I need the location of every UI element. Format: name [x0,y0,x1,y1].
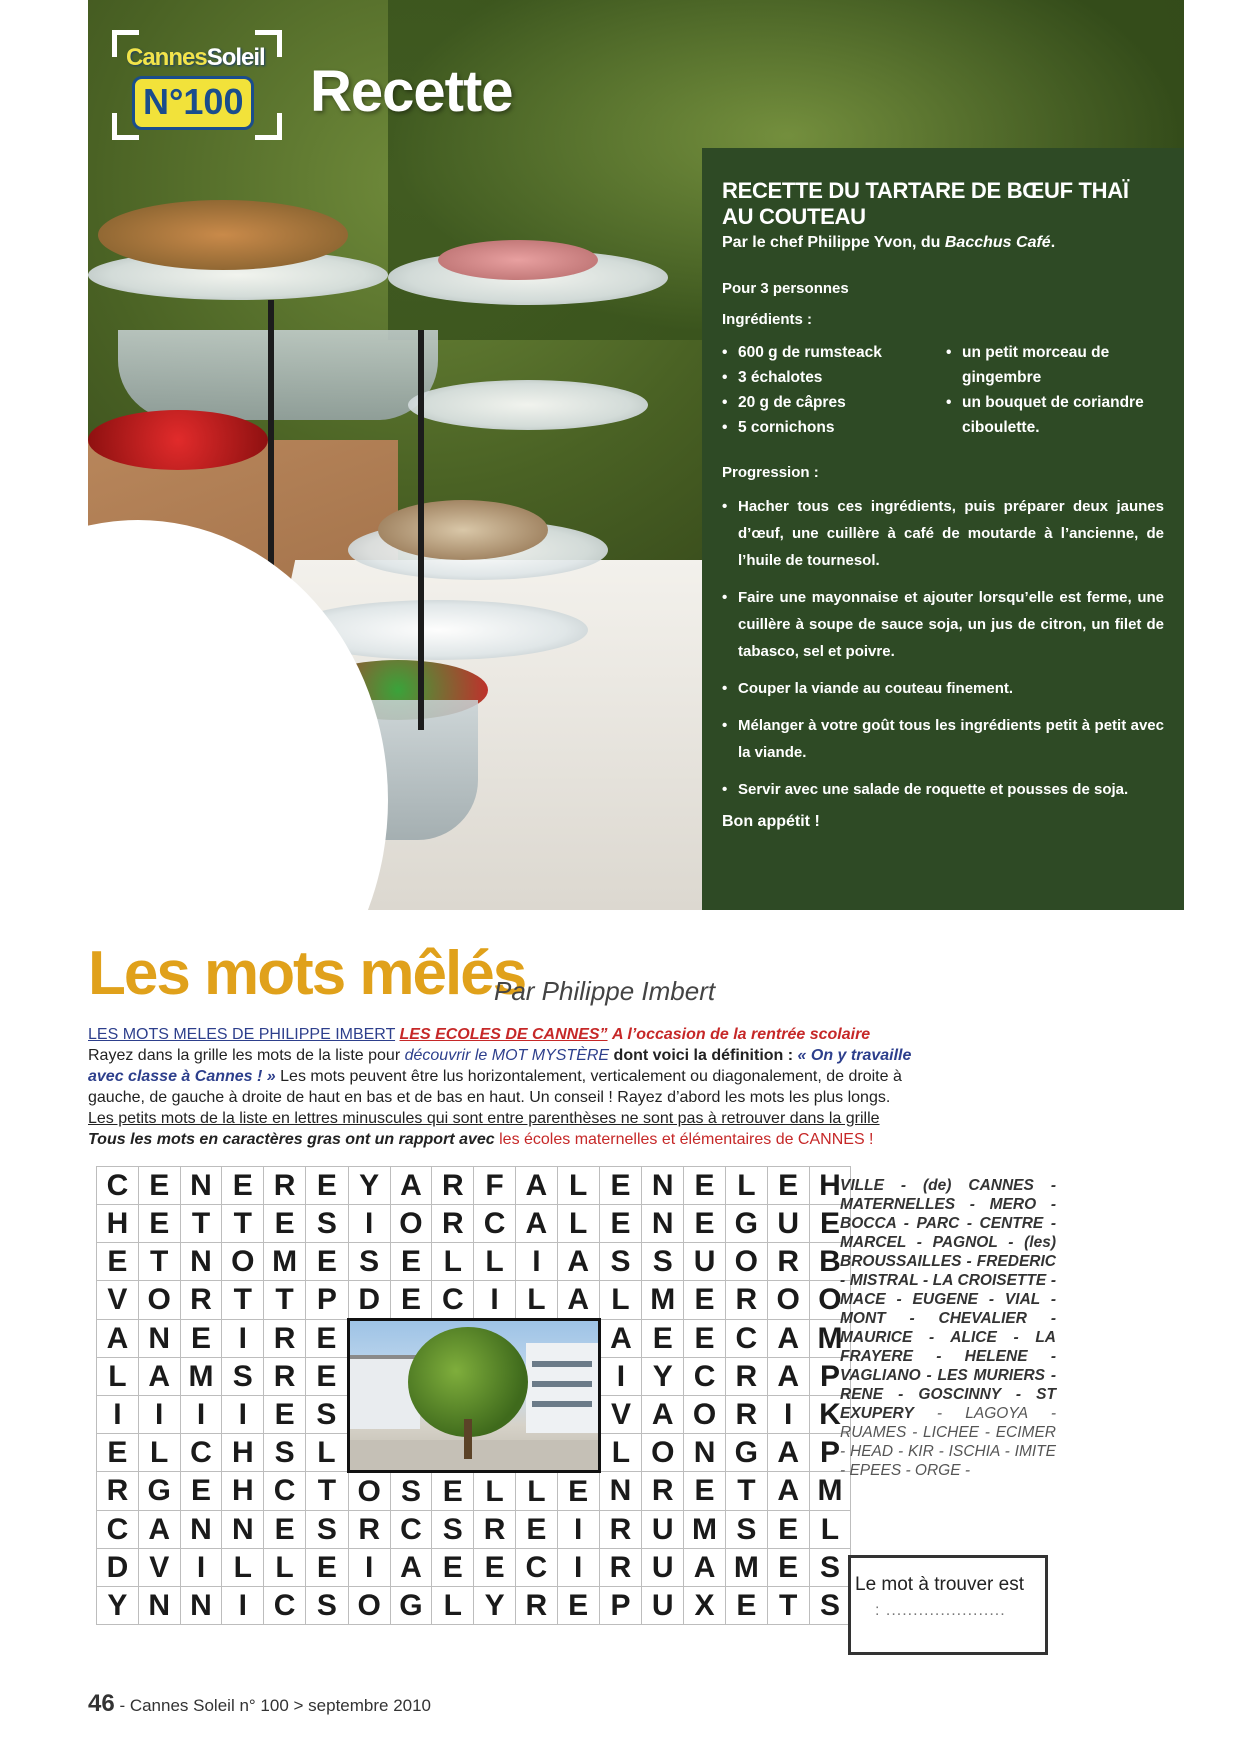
grid-letter[interactable]: M [264,1243,306,1281]
grid-letter[interactable]: N [138,1320,180,1358]
grid-letter[interactable]: U [767,1205,809,1243]
grid-letter[interactable]: S [305,1587,348,1625]
grid-letter[interactable]: O [390,1205,432,1243]
grid-row [97,1320,851,1358]
grid-letter[interactable]: B [809,1243,851,1281]
grid-letter[interactable]: R [264,1320,306,1358]
grid-row [97,1243,851,1281]
grid-letter[interactable]: E [97,1243,139,1281]
grid-letter[interactable]: R [642,1472,684,1511]
grid-letter[interactable]: A [97,1320,139,1358]
logo-brand: CannesSoleil [126,44,265,71]
grid-row [97,1472,851,1511]
grid-letter[interactable]: O [809,1281,851,1320]
grid-letter[interactable]: A [599,1320,642,1358]
ingredients-label: Ingrédients : [722,311,813,328]
grid-row [97,1549,851,1587]
grid-letter[interactable]: A [767,1472,809,1511]
grid-letter[interactable]: A [557,1243,599,1281]
grid-letter[interactable]: O [642,1434,684,1472]
grid-letter[interactable]: P [809,1358,851,1396]
grid-letter[interactable]: L [97,1358,139,1396]
grid-letter[interactable]: E [515,1511,557,1549]
grid-letter[interactable]: R [264,1358,306,1396]
grid-letter[interactable]: P [809,1434,851,1472]
grid-letter[interactable]: G [725,1205,767,1243]
grid-letter[interactable]: I [557,1549,599,1587]
grid-letter[interactable]: A [642,1396,684,1434]
step-item: • Mélanger à votre goût tous les ingrédients petit à petit avec la viande. [722,712,1164,766]
grid-letter[interactable]: U [642,1549,684,1587]
grid-letter[interactable]: V [138,1549,180,1587]
grid-letter[interactable]: I [348,1205,390,1243]
page-footer [88,1690,431,1718]
grid-letter[interactable]: L [809,1511,851,1549]
grid-letter[interactable]: E [305,1549,348,1587]
grid-letter[interactable]: E [557,1587,599,1625]
grid-letter[interactable]: R [725,1358,767,1396]
grid-letter[interactable]: P [599,1587,642,1625]
grid-letter[interactable]: E [222,1167,264,1205]
grid-letter[interactable]: R [180,1281,222,1320]
grid-letter[interactable]: I [474,1281,516,1320]
grid-letter[interactable]: S [305,1396,348,1434]
grid-letter[interactable]: T [180,1205,222,1243]
grid-letter[interactable]: O [138,1281,180,1320]
grid-letter[interactable]: C [725,1320,767,1358]
grid-letter[interactable]: S [642,1243,684,1281]
grid-letter[interactable]: L [557,1167,599,1205]
grid-letter[interactable]: O [684,1396,726,1434]
ingredient-item: • 20 g de câpres [722,390,946,415]
grid-letter[interactable]: N [599,1472,642,1511]
grid-letter[interactable]: O [348,1587,390,1625]
grid-letter[interactable]: I [180,1396,222,1434]
step-item: • Faire une mayonnaise et ajouter lorsqu’elle est ferme, une cuillère à soupe de sauce soja, un jus de citron, un filet de tabasco, sel et poivre. [722,584,1164,665]
grid-letter[interactable]: S [390,1472,432,1511]
grid-letter[interactable]: L [557,1205,599,1243]
progression-label: Progression : [722,464,819,481]
grid-letter[interactable]: T [138,1243,180,1281]
page-number: 46 [88,1690,115,1717]
grid-letter[interactable]: T [767,1587,809,1625]
grid-letter[interactable]: L [725,1167,767,1205]
grid-letter[interactable]: T [222,1205,264,1243]
grid-letter[interactable]: M [809,1320,851,1358]
ingredient-item: • 600 g de rumsteack [722,340,946,365]
section-title: Recette [310,59,513,124]
grid-letter[interactable]: A [557,1281,599,1320]
grid-letter[interactable]: I [557,1511,599,1549]
grid-letter[interactable]: N [180,1587,222,1625]
grid-letter[interactable]: T [725,1472,767,1511]
grid-letter[interactable]: I [599,1358,642,1396]
grid-letter[interactable]: Y [348,1167,390,1205]
grid-letter[interactable]: S [264,1434,306,1472]
footer-text: - Cannes Soleil n° 100 > septembre 2010 [119,1696,432,1715]
grid-letter[interactable]: I [180,1549,222,1587]
ingredients-list [722,340,1164,440]
step-item: • Couper la viande au couteau finement. [722,675,1164,702]
grid-letter[interactable]: E [138,1167,180,1205]
grid-letter[interactable]: A [515,1205,557,1243]
grid-letter[interactable]: G [390,1587,432,1625]
grid-letter[interactable]: D [97,1549,139,1587]
grid-letter[interactable]: A [515,1167,557,1205]
step-item: • Hacher tous ces ingrédients, puis préparer deux jaunes d’œuf, une cuillère à café de moutarde à l’ancienne, de l’huile de tournesol. [722,493,1164,574]
grid-letter[interactable]: E [725,1587,767,1625]
logo-issue: N°100 [132,76,254,130]
grid-letter[interactable]: C [390,1511,432,1549]
grid-letter[interactable]: E [767,1511,809,1549]
grid-letter[interactable]: U [684,1243,726,1281]
grid-letter[interactable]: I [222,1396,264,1434]
grid-letter[interactable]: X [684,1587,726,1625]
grid-letter[interactable]: Y [642,1358,684,1396]
grid-letter[interactable]: C [432,1281,474,1320]
grid-letter[interactable]: E [264,1396,306,1434]
grid-letter[interactable]: G [138,1472,180,1511]
grid-letter[interactable]: L [599,1434,642,1472]
grid-letter[interactable]: E [305,1167,348,1205]
grid-letter[interactable]: E [432,1549,474,1587]
grid-letter[interactable]: E [642,1320,684,1358]
grid-letter[interactable]: T [264,1281,306,1320]
grid-letter[interactable]: O [348,1472,390,1511]
grid-letter[interactable]: E [767,1549,809,1587]
grid-letter[interactable]: C [474,1205,516,1243]
grid-letter[interactable]: E [684,1281,726,1320]
grid-letter[interactable]: R [599,1511,642,1549]
grid-letter[interactable]: N [642,1205,684,1243]
grid-row [97,1511,851,1549]
grid-letter[interactable]: N [180,1167,222,1205]
grid-letter[interactable]: R [725,1396,767,1434]
grid-row [97,1205,851,1243]
grid-letter[interactable]: E [264,1205,306,1243]
grid-letter[interactable]: C [97,1511,139,1549]
grid-letter[interactable]: R [599,1549,642,1587]
grid-letter[interactable]: A [390,1549,432,1587]
grid-letter[interactable]: V [599,1396,642,1434]
grid-letter[interactable]: E [474,1549,516,1587]
grid-letter[interactable]: I [138,1396,180,1434]
grid-letter[interactable]: L [474,1472,516,1511]
grid-letter[interactable]: H [97,1205,139,1243]
grid-letter[interactable]: R [474,1511,516,1549]
grid-letter[interactable]: A [767,1434,809,1472]
grid-letter[interactable]: E [180,1320,222,1358]
grid-letter[interactable]: A [767,1320,809,1358]
grid-letter[interactable]: M [180,1358,222,1396]
grid-letter[interactable]: L [222,1549,264,1587]
grid-row [97,1587,851,1625]
answer-label: Le mot à trouver est [855,1574,1024,1595]
grid-letter[interactable]: S [305,1205,348,1243]
grid-letter[interactable]: E [97,1434,139,1472]
grid-letter[interactable]: L [432,1587,474,1625]
grid-letter[interactable]: R [432,1205,474,1243]
grid-letter[interactable]: L [432,1243,474,1281]
grid-letter[interactable]: Y [474,1587,516,1625]
grid-letter[interactable]: E [809,1205,851,1243]
wordsearch-intro: LES MOTS MELES DE PHILIPPE IMBERT LES ECOLES DE CANNES” A l’occasion de la rentrée scolaire Rayez dans la grille les mots de la liste pour découvrir le MOT MYSTÈRE dont voici la définition : « On y travaille avec classe à Cannes ! » Les mots peuvent être lus horizontalement, verticalement ou diagonalement, de droite à gauche, de gauche à droite de haut en bas et de bas en haut. Un conseil ! Rayez d’abord les mots les plus longs. Les petits mots de la liste en lettres minuscules qui sont entre parenthèses ne sont pas à retrouver dans la grille Tous les mots en caractères gras ont un rapport avec les écoles maternelles et élémentaires de CANNES ! [88,1026,912,1148]
grid-letter[interactable]: F [474,1167,516,1205]
grid-letter[interactable]: Y [97,1587,139,1625]
grid-letter[interactable]: H [222,1472,264,1511]
answer-dots: : ...................... [875,1602,1006,1619]
grid-letter[interactable]: O [222,1243,264,1281]
grid-letter[interactable]: M [684,1511,726,1549]
grid-letter[interactable]: E [767,1167,809,1205]
cannes-soleil-logo [112,30,282,140]
grid-letter[interactable]: C [264,1472,306,1511]
grid-letter[interactable]: E [264,1511,306,1549]
grid-letter[interactable]: R [515,1587,557,1625]
grid-letter[interactable]: I [515,1243,557,1281]
grid-letter[interactable]: O [725,1243,767,1281]
grid-letter[interactable]: S [809,1587,851,1625]
grid-letter[interactable]: E [684,1472,726,1511]
grid-letter[interactable]: A [138,1511,180,1549]
wordsearch-grid[interactable] [96,1166,851,1625]
grid-letter[interactable]: E [557,1472,599,1511]
grid-letter[interactable]: N [180,1243,222,1281]
grid-letter[interactable]: N [642,1167,684,1205]
grid-letter[interactable]: E [305,1358,348,1396]
grid-letter[interactable]: L [515,1472,557,1511]
grid-letter[interactable]: E [305,1320,348,1358]
recipe-closing: Bon appétit ! [722,813,820,830]
grid-letter[interactable]: R [348,1511,390,1549]
grid-letter[interactable]: E [180,1472,222,1511]
progression-steps [722,493,1164,803]
wordsearch-byline: Par Philippe Imbert [494,976,716,1006]
grid-letter[interactable]: K [809,1396,851,1434]
grid-letter[interactable]: E [432,1472,474,1511]
grid-letter[interactable]: S [599,1243,642,1281]
grid-letter[interactable]: C [684,1358,726,1396]
step-item: • Servir avec une salade de roquette et pousses de soja. [722,776,1164,803]
grid-letter[interactable]: L [138,1434,180,1472]
grid-letter[interactable]: C [264,1587,306,1625]
grid-letter[interactable]: A [390,1167,432,1205]
grid-letter[interactable]: L [264,1549,306,1587]
grid-letter[interactable]: N [222,1511,264,1549]
grid-letter[interactable]: H [222,1434,264,1472]
recipe-title: RECETTE DU TARTARE DE BŒUF THAÏ AU COUTEAU [722,178,1129,229]
grid-letter[interactable]: S [432,1511,474,1549]
grid-letter[interactable]: R [97,1472,139,1511]
grid-letter[interactable]: L [305,1434,348,1472]
grid-letter[interactable]: M [642,1281,684,1320]
grid-letter[interactable]: M [809,1472,851,1511]
grid-letter[interactable]: E [390,1243,432,1281]
grid-letter[interactable]: T [222,1281,264,1320]
grid-letter[interactable]: A [684,1549,726,1587]
ingredient-item: • un bouquet de coriandre ciboulette. [946,390,1156,440]
grid-letter[interactable]: T [305,1472,348,1511]
grid-letter[interactable]: L [515,1281,557,1320]
grid-letter[interactable]: R [725,1281,767,1320]
grid-letter[interactable]: C [515,1549,557,1587]
ingredient-item: • 5 cornichons [722,415,946,440]
recipe-panel [702,148,1184,910]
grid-letter[interactable]: G [725,1434,767,1472]
ingredient-item: • un petit morceau de gingembre [946,340,1156,390]
grid-letter[interactable]: E [684,1320,726,1358]
grid-letter[interactable]: S [348,1243,390,1281]
grid-letter[interactable]: A [767,1358,809,1396]
grid-letter[interactable]: I [348,1549,390,1587]
grid-letter[interactable]: S [809,1549,851,1587]
grid-letter[interactable]: S [305,1511,348,1549]
word-list: VILLE - (de) CANNES - MATERNELLES - MERO - BOCCA - PARC - CENTRE - MARCEL - PAGNOL - (les) BROUSSAILLES - FREDERIC - MISTRAL - LA CROISETTE - MACE - EUGENE - VIAL - MONT - CHEVALIER - MAURICE - ALICE - LA FRAYERE - HELENE - VAGLIANO - LES MURIERS - RENE - GOSCINNY - ST EXUPERY - LAGOYA - RUAMES - LICHEE - ECIMER - HEAD - KIR - ISCHIA - IMITE - EPEES - ORGE - [840,1177,1056,1479]
grid-letter[interactable]: U [642,1587,684,1625]
answer-box[interactable] [848,1555,1048,1655]
grid-letter[interactable]: H [809,1167,851,1205]
grid-row [97,1167,851,1205]
grid-letter[interactable]: S [222,1358,264,1396]
grid-letter[interactable]: C [180,1434,222,1472]
grid-letter[interactable]: I [222,1587,264,1625]
grid-letter[interactable]: I [767,1396,809,1434]
grid-letter[interactable]: N [180,1511,222,1549]
grid-letter[interactable]: S [725,1511,767,1549]
grid-letter[interactable]: E [599,1205,642,1243]
wordsearch-title: Les mots mêlés [88,939,526,1008]
grid-letter[interactable]: E [684,1205,726,1243]
recipe-author: Par le chef Philippe Yvon, du Bacchus Café. [722,234,1056,251]
grid-letter[interactable]: E [390,1281,432,1320]
grid-letter[interactable]: N [138,1587,180,1625]
grid-letter[interactable]: L [599,1281,642,1320]
grid-row [97,1281,851,1320]
ingredient-item: • 3 échalotes [722,365,946,390]
grid-letter[interactable]: O [767,1281,809,1320]
grid-letter[interactable]: P [305,1281,348,1320]
grid-letter[interactable]: D [348,1281,390,1320]
grid-letter[interactable]: V [97,1281,139,1320]
recipe-servings: Pour 3 personnes [722,280,849,297]
grid-letter[interactable]: L [474,1243,516,1281]
grid-letter[interactable]: C [97,1167,139,1205]
grid-letter[interactable]: E [138,1205,180,1243]
grid-letter[interactable]: M [725,1549,767,1587]
grid-letter[interactable]: A [138,1358,180,1396]
school-photo [348,1320,599,1472]
grid-letter[interactable]: E [305,1243,348,1281]
grid-letter[interactable]: R [767,1243,809,1281]
grid-letter[interactable]: I [222,1320,264,1358]
grid-letter[interactable]: I [97,1396,139,1434]
grid-letter[interactable]: E [599,1167,642,1205]
grid-letter[interactable]: E [684,1167,726,1205]
grid-letter[interactable]: R [432,1167,474,1205]
grid-letter[interactable]: R [264,1167,306,1205]
grid-letter[interactable]: U [642,1511,684,1549]
grid-letter[interactable]: N [684,1434,726,1472]
